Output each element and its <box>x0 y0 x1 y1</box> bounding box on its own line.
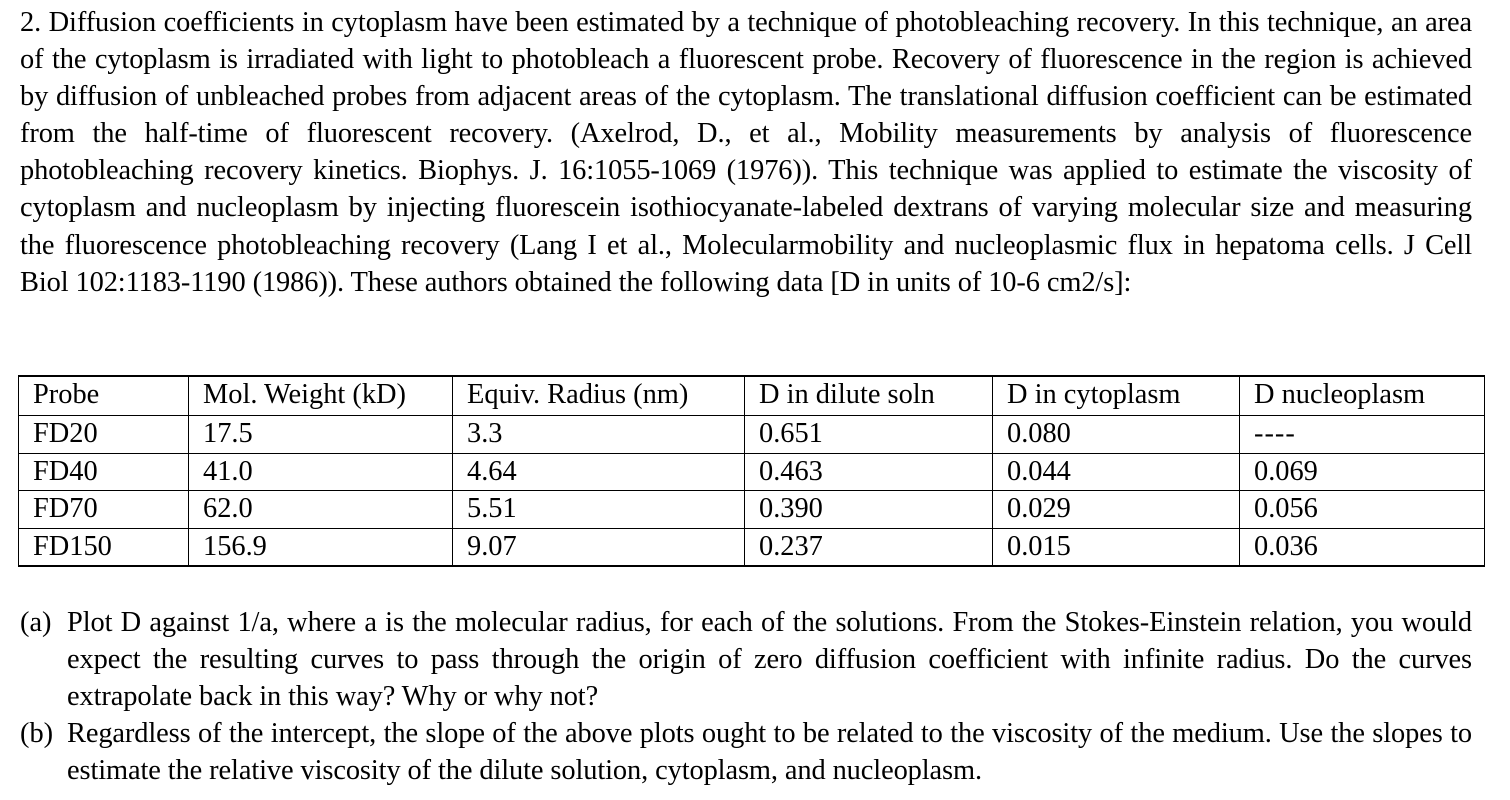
table-row <box>19 416 1485 454</box>
header-d-dilute: D in dilute soln <box>745 376 993 416</box>
question-label: (b) <box>20 718 54 749</box>
cell-probe: FD20 <box>19 416 189 454</box>
cell-mol-weight: 17.5 <box>189 416 453 454</box>
cell-probe: FD150 <box>19 528 189 566</box>
table-header-row <box>19 376 1485 416</box>
question-b <box>20 715 1472 789</box>
cell-d-dilute: 0.390 <box>745 491 993 529</box>
cell-d-cytoplasm: 0.080 <box>993 416 1240 454</box>
header-probe: Probe <box>19 376 189 416</box>
cell-d-nucleoplasm: ---- <box>1240 416 1485 454</box>
cell-equiv-radius: 3.3 <box>453 416 745 454</box>
questions-list <box>20 604 1472 789</box>
problem-number: 2. <box>20 7 42 38</box>
cell-probe: FD40 <box>19 453 189 491</box>
cell-d-dilute: 0.651 <box>745 416 993 454</box>
problem-intro-text: Diffusion coefficients in cytoplasm have been estimated by a technique of photobleaching recovery. In this technique, an area of the cytoplasm is irradiated with light to photobleach a fluorescent probe. Recovery of fluorescence in the region is achieved by diffusion of unbleached probes from adjacent areas of the cytoplasm. The translational diffusion coefficient can be estimated from the half-time of fluorescent recovery. (Axelrod, D., et al., Mobility measurements by analysis of fluorescence photobleaching recovery kinetics. Biophys. J. 16:1055-1069 (1976)). This technique was applied to estimate the viscosity of cytoplasm and nucleoplasm by injecting fluorescein isothiocyanate-labeled dextrans of varying molecular size and measuring the fluorescence photobleaching recovery (Lang I et al., Molecularmobility and nucleoplasmic flux in hepatoma cells. J Cell Biol 102:1183-1190 (1986)). These authors obtained the following data [D in units of 10-6 cm2/s]: <box>20 7 1472 298</box>
question-text: Regardless of the intercept, the slope of the above plots ought to be related to the viscosity of the medium. Use the slopes to estimate the relative viscosity of the dilute solution, cytoplasm, and nucleoplasm. <box>67 718 1472 786</box>
question-text: Plot D against 1/a, where a is the molecular radius, for each of the solutions. From the Stokes-Einstein relation, you would expect the resulting curves to pass through the origin of zero diffusion coefficient with infinite radius. Do the curves extrapolate back in this way? Why or why not? <box>67 607 1472 712</box>
header-equiv-radius: Equiv. Radius (nm) <box>453 376 745 416</box>
header-d-nucleoplasm: D nucleoplasm <box>1240 376 1485 416</box>
cell-mol-weight: 62.0 <box>189 491 453 529</box>
cell-equiv-radius: 9.07 <box>453 528 745 566</box>
cell-d-nucleoplasm: 0.056 <box>1240 491 1485 529</box>
cell-d-nucleoplasm: 0.036 <box>1240 528 1485 566</box>
problem-intro <box>20 4 1472 301</box>
cell-d-cytoplasm: 0.029 <box>993 491 1240 529</box>
header-mol-weight: Mol. Weight (kD) <box>189 376 453 416</box>
cell-equiv-radius: 4.64 <box>453 453 745 491</box>
cell-equiv-radius: 5.51 <box>453 491 745 529</box>
cell-d-dilute: 0.463 <box>745 453 993 491</box>
diffusion-data-table <box>18 375 1485 567</box>
cell-probe: FD70 <box>19 491 189 529</box>
table-row <box>19 491 1485 529</box>
cell-d-nucleoplasm: 0.069 <box>1240 453 1485 491</box>
question-a <box>20 604 1472 715</box>
question-label: (a) <box>20 607 52 638</box>
cell-mol-weight: 41.0 <box>189 453 453 491</box>
cell-d-cytoplasm: 0.015 <box>993 528 1240 566</box>
table-row <box>19 528 1485 566</box>
table-row <box>19 453 1485 491</box>
cell-d-cytoplasm: 0.044 <box>993 453 1240 491</box>
cell-mol-weight: 156.9 <box>189 528 453 566</box>
header-d-cytoplasm: D in cytoplasm <box>993 376 1240 416</box>
cell-d-dilute: 0.237 <box>745 528 993 566</box>
